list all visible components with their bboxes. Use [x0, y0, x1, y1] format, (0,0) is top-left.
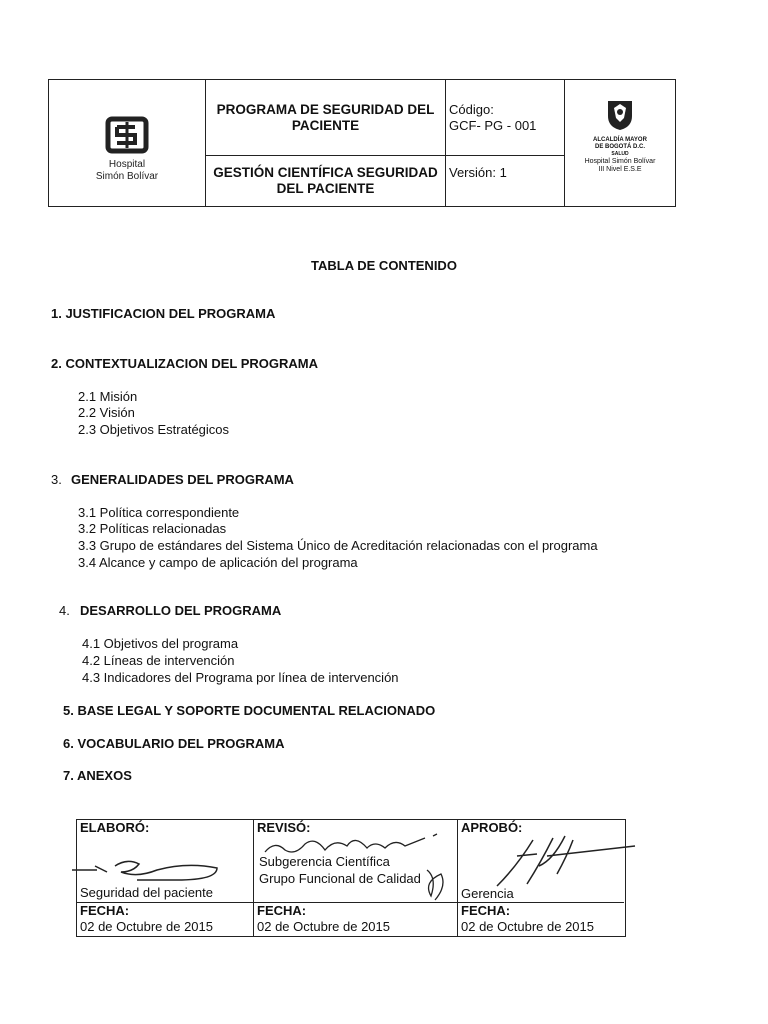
toc-item-2-2: 2.2 Visión	[78, 405, 135, 420]
code-value: GCF- PG - 001	[449, 118, 537, 133]
alcaldia-line1: ALCALDÍA MAYOR	[593, 137, 647, 143]
hospital-logo-cell	[49, 80, 206, 206]
toc-item-3-4: 3.4 Alcance y campo de aplicación del programa	[78, 555, 358, 570]
fecha-label-2: FECHA:	[257, 903, 307, 918]
alcaldia-line5: III Nivel E.S.E	[598, 166, 642, 173]
alcaldia-line2: DE BOGOTÁ D.C.	[594, 144, 645, 150]
fecha-value-1: 02 de Octubre de 2015	[80, 919, 213, 934]
column-divider	[253, 820, 254, 936]
toc-item-3-1: 3.1 Política correspondiente	[78, 505, 240, 520]
document-header-table	[48, 79, 676, 207]
hospital-name-line2: Simón Bolívar	[95, 171, 159, 182]
aprobo-value: Gerencia	[461, 886, 514, 901]
alcaldia-line4: Hospital Simón Bolívar	[584, 158, 656, 165]
reviso-label: REVISÓ:	[257, 820, 311, 835]
elaboro-value: Seguridad del paciente	[80, 885, 213, 900]
toc-section-4: DESARROLLO DEL PROGRAMA	[80, 603, 282, 618]
column-divider	[457, 820, 458, 936]
toc-section-3: GENERALIDADES DEL PROGRAMA	[71, 472, 294, 487]
code-label: Código:	[449, 102, 494, 117]
toc-section-7: 7. ANEXOS	[63, 768, 132, 783]
elaboro-signature	[67, 848, 227, 888]
toc-section-6: 6. VOCABULARIO DEL PROGRAMA	[63, 736, 285, 751]
hospital-name-line1: Hospital	[108, 159, 146, 170]
fecha-value-2: 02 de Octubre de 2015	[257, 919, 390, 934]
fecha-label-3: FECHA:	[461, 903, 511, 918]
toc-item-4-1: 4.1 Objetivos del programa	[82, 636, 239, 651]
toc-item-3-3: 3.3 Grupo de estándares del Sistema Único de Acreditación relacionadas con el programa	[78, 538, 598, 553]
program-title: PROGRAMA DE SEGURIDAD DEL PACIENTE	[206, 80, 446, 156]
toc-section-2: 2. CONTEXTUALIZACION DEL PROGRAMA	[51, 356, 318, 371]
toc-title: TABLA DE CONTENIDO	[311, 258, 457, 273]
reviso-signature	[255, 826, 455, 904]
fecha-value-3: 02 de Octubre de 2015	[461, 919, 594, 934]
elaboro-label: ELABORÓ:	[80, 820, 150, 835]
toc-item-3-2: 3.2 Políticas relacionadas	[78, 521, 227, 536]
toc-section-4-number: 4.	[59, 603, 70, 618]
alcaldia-logo-cell	[565, 80, 675, 206]
signature-table	[76, 819, 626, 937]
toc-section-3-number: 3.	[51, 472, 62, 487]
bogota-coat-of-arms-icon	[605, 98, 635, 132]
aprobo-signature	[477, 826, 637, 896]
toc-item-4-3: 4.3 Indicadores del Programa por línea de intervención	[82, 670, 399, 685]
document-code-cell	[446, 80, 565, 156]
alcaldia-line3: SALUD	[611, 151, 629, 157]
fecha-label-1: FECHA:	[80, 903, 130, 918]
aprobo-label: APROBÓ:	[461, 820, 523, 835]
version-cell: Versión: 1	[446, 156, 565, 206]
toc-item-2-3: 2.3 Objetivos Estratégicos	[78, 422, 230, 437]
toc-item-4-2: 4.2 Líneas de intervención	[82, 653, 235, 668]
hospital-logo-icon	[105, 116, 149, 154]
toc-section-1: 1. JUSTIFICACION DEL PROGRAMA	[51, 306, 276, 321]
reviso-value-1: Subgerencia Científica	[259, 854, 390, 869]
program-subtitle: GESTIÓN CIENTÍFICA SEGURIDAD DEL PACIENTE	[206, 156, 446, 206]
toc-section-5: 5. BASE LEGAL Y SOPORTE DOCUMENTAL RELACIONADO	[63, 703, 436, 718]
reviso-value-2: Grupo Funcional de Calidad	[259, 871, 421, 886]
toc-item-2-1: 2.1 Misión	[78, 389, 138, 404]
